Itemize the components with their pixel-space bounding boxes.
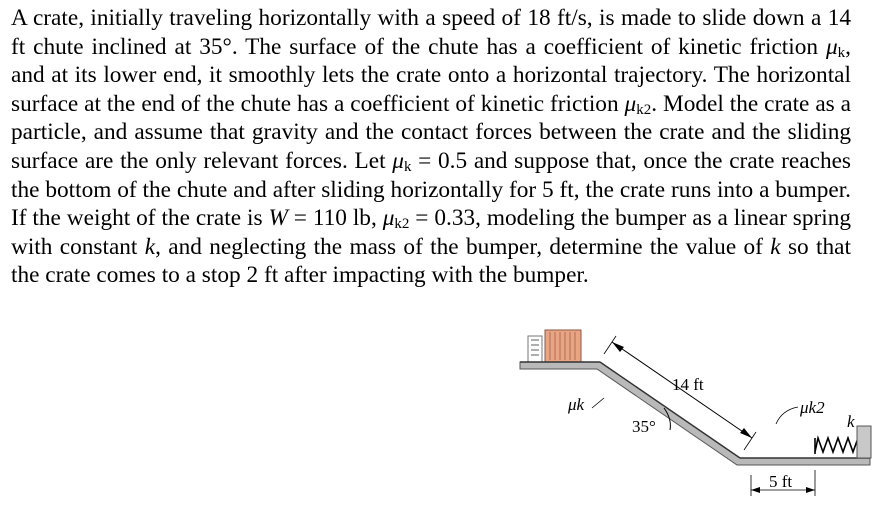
text-segment: A crate, initially traveling horizontally with a speed of 18 ft/s, is made to slide down a 14 ft chute inclined at 35°. The surface of the chute has a coefficient of kinetic friction: [11, 5, 851, 60]
subscript: k2: [394, 216, 410, 233]
launch-wall: [528, 336, 542, 362]
weight-symbol: W: [268, 205, 288, 232]
bumper-wall: [857, 426, 871, 458]
angle-label: 35°: [632, 417, 656, 436]
text-segment: , and neglecting the mass of the bumper, determine the value of: [155, 233, 771, 260]
bumper-spring: [815, 438, 858, 454]
mu-symbol: μ: [392, 147, 404, 174]
mu-k-leader: [592, 398, 604, 408]
mu-symbol: μ: [825, 33, 838, 60]
text-segment: = 110 lb,: [287, 205, 383, 232]
subscript: k: [837, 44, 846, 61]
problem-statement: [11, 4, 851, 290]
crate: [545, 330, 581, 362]
text-segment: , and at its lower end, it smoothly lets the crate onto a horizontal trajectory. The horizontal surface at the end of the chute has a coefficient of kinetic friction: [11, 33, 851, 117]
horizontal-length-label: 5 ft: [769, 472, 793, 491]
spring-k-label: k: [847, 412, 855, 431]
text-segment: = 0.5 and suppose that, once the crate reaches the bottom of the chute and after sliding horizontally for 5 ft, the crate runs into a bumper. If the weight of the crate is: [11, 147, 851, 232]
mu-symbol: μ: [382, 205, 395, 232]
text-segment: = 0.33, modeling the bumper as a linear spring with constant: [11, 205, 851, 260]
crate-chute-figure: [0, 320, 883, 512]
text-segment: . Model the crate as a particle, and assume that gravity and the contact forces between the crate and the sliding surface are the only relevant forces. Let: [11, 90, 851, 174]
subscript: k2: [636, 101, 652, 118]
mu-k2-label: μk2: [800, 398, 825, 417]
mu-k-label: μk: [568, 395, 585, 414]
mu-k2-leader: [776, 407, 798, 424]
spring-constant-symbol: k: [770, 233, 781, 260]
subscript: k: [403, 158, 412, 175]
chute-length-label: 14 ft: [672, 375, 704, 394]
spring-constant-symbol: k: [144, 233, 156, 260]
mu-symbol: μ: [624, 90, 637, 117]
text-segment: so that the crate comes to a stop 2 ft after impacting with the bumper.: [11, 233, 851, 289]
